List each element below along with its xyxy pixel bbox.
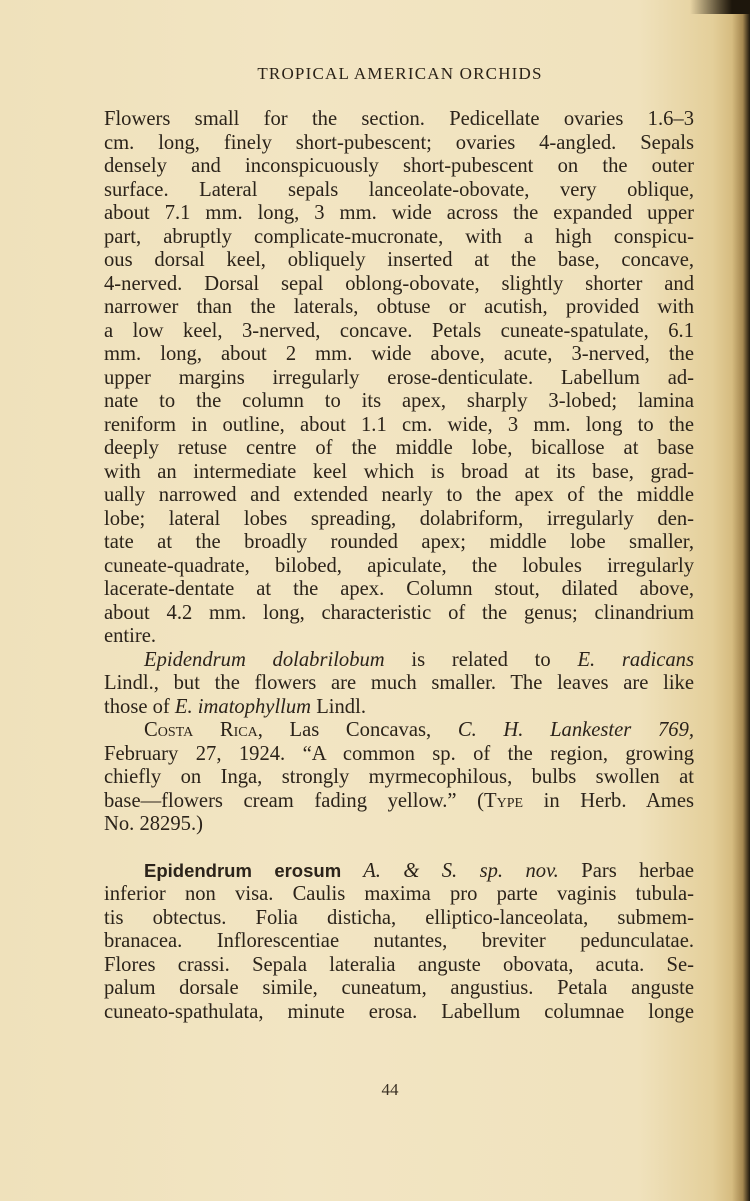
text-line: about 7.1 mm. long, 3 mm. wide across the expanded upper — [104, 202, 694, 224]
species-name: Epidendrum dolabrilobum — [144, 648, 385, 671]
text-line: reniform in outline, about 1.1 cm. wide, 3 mm. long to the — [104, 413, 694, 436]
text-line: Flores crassi. Sepala lateralia anguste obovata, acuta. Se- — [104, 953, 694, 976]
text-line: with an intermediate keel which is broad at its base, grad- — [104, 460, 694, 483]
text-line: upper margins irregularly erose-denticulate. Labellum ad- — [104, 366, 694, 389]
text-line: Flowers small for the section. Pedicellate ovaries 1.6–3 — [104, 108, 694, 130]
text-line: narrower than the laterals, obtuse or acutish, provided with — [104, 296, 694, 318]
text-run: , Las Concavas, — [257, 719, 458, 741]
text-line: palum dorsale simile, cuneatum, angustius. Petala anguste — [104, 977, 694, 999]
text-line: No. 28295.) — [104, 813, 203, 835]
text-line — [104, 790, 694, 814]
type-label: Type — [484, 789, 524, 812]
text-line: ually narrowed and extended nearly to the apex of the middle — [104, 484, 694, 506]
text-line: February 27, 1924. “A common sp. of the region, growing — [104, 742, 694, 765]
text-run: in Herb. Ames — [523, 789, 694, 812]
text-line: tis obtectus. Folia disticha, elliptico-lanceolata, submem- — [104, 906, 694, 929]
country: Costa Rica — [144, 719, 258, 741]
page-edge-shadow — [732, 0, 750, 1201]
text-line: lacerate-dentate at the apex. Column stout, dilated above, — [104, 578, 694, 600]
text-line: branacea. Inflorescentiae nutantes, breviter pedunculatae. — [104, 930, 694, 952]
text-line: cuneate-quadrate, bilobed, apiculate, the lobules irregularly — [104, 554, 694, 577]
text-line: nate to the column to its apex, sharply 3-lobed; lamina — [104, 390, 694, 412]
text-line: inferior non visa. Caulis maxima pro parte vaginis tubula- — [104, 883, 694, 905]
text-line — [104, 696, 694, 720]
compared-species: E. imatophyllum — [174, 695, 312, 718]
text-run: Pars herbae — [558, 859, 694, 882]
text-line: entire. — [104, 625, 157, 647]
running-head: TROPICAL AMERICAN ORCHIDS — [257, 64, 543, 83]
text-line: cm. long, finely short-pubescent; ovaries 4-angled. Sepals — [104, 131, 694, 154]
text-line: Lindl., but the flowers are much smaller. The leaves are like — [104, 672, 694, 694]
text-run: those of — [104, 695, 175, 718]
text-run: base—flowers cream fading yellow.” ( — [104, 789, 484, 812]
section-gap — [104, 837, 694, 859]
species-heading: Epidendrum erosum — [144, 859, 342, 881]
text-line: deeply retuse centre of the middle lobe, bicallose at base — [104, 437, 694, 459]
page-corner-shadow — [690, 0, 750, 14]
text-run: is related to — [384, 648, 578, 671]
text-line: tate at the broadly rounded apex; middle lobe smaller, — [104, 531, 694, 553]
text-line: surface. Lateral sepals lanceolate-obovate, very oblique, — [104, 178, 694, 201]
text-line — [104, 649, 694, 673]
authors: A. & S. sp. nov. — [341, 859, 559, 882]
collector: C. H. Lankester 769, — [457, 719, 695, 741]
text-line: densely and inconspicuously short-pubescent on the outer — [104, 155, 694, 177]
text-line — [104, 859, 694, 884]
text-run: Lindl. — [311, 695, 366, 718]
text-line: part, abruptly complicate-mucronate, with a high conspicu- — [104, 225, 694, 248]
text-line: lobe; lateral lobes spreading, dolabriform, irregularly den- — [104, 507, 694, 530]
text-line: chiefly on Inga, strongly myrmecophilous, bulbs swollen at — [104, 766, 694, 788]
text-line: 4-nerved. Dorsal sepal oblong-obovate, slightly shorter and — [104, 272, 694, 295]
text-line — [104, 719, 694, 743]
text-line: mm. long, about 2 mm. wide above, acute, 3-nerved, the — [104, 343, 694, 365]
text-line: cuneato-spathulata, minute erosa. Labellum columnae longe — [104, 1000, 694, 1023]
related-species: E. radicans — [577, 648, 694, 671]
body-text — [104, 108, 694, 1024]
text-line: a low keel, 3-nerved, concave. Petals cuneate-spatulate, 6.1 — [104, 319, 694, 342]
page-number: 44 — [381, 1080, 399, 1099]
text-line: about 4.2 mm. long, characteristic of the genus; clinandrium — [104, 601, 694, 624]
text-line: ous dorsal keel, obliquely inserted at the base, concave, — [104, 249, 694, 271]
